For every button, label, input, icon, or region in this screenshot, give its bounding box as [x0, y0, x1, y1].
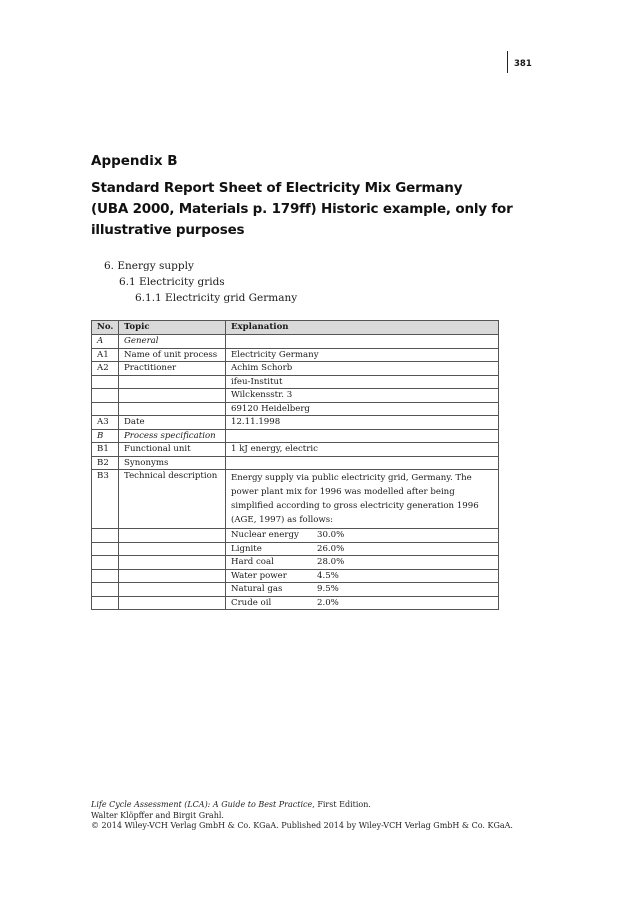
cell-no — [92, 596, 119, 610]
column-header-topic: Topic — [119, 321, 226, 335]
mix-row — [92, 569, 499, 583]
section-row — [92, 335, 499, 349]
cell-explanation: Electricity Germany — [226, 348, 499, 362]
cell-topic — [119, 542, 226, 556]
cell-no: B3 — [92, 470, 119, 529]
cell-explanation: Achim Schorb — [226, 362, 499, 376]
cell-no — [92, 569, 119, 583]
cell-no — [92, 402, 119, 416]
cell-topic — [119, 389, 226, 403]
cell-no: B1 — [92, 443, 119, 457]
cell-explanation — [226, 583, 499, 597]
outline-item: 6.1 Electricity grids — [119, 276, 225, 288]
report-sheet-table — [91, 320, 499, 610]
cell-explanation — [226, 556, 499, 570]
column-header-no: No. — [92, 321, 119, 335]
cell-no: A1 — [92, 348, 119, 362]
footer-authors: Walter Klöpffer and Birgit Grahl. — [91, 810, 224, 820]
title-line: illustrative purposes — [91, 222, 245, 238]
cell-explanation — [226, 456, 499, 470]
cell-topic: General — [119, 335, 226, 349]
page-number: 381 — [514, 59, 532, 69]
appendix-label: Appendix B — [91, 153, 178, 169]
mix-source-share: 30.0% — [317, 530, 345, 540]
outline-item: 6.1.1 Electricity grid Germany — [135, 292, 298, 304]
book-title: Life Cycle Assessment (LCA): A Guide to Best Practice, — [91, 800, 315, 809]
table-row — [92, 443, 499, 457]
mix-source-name: Lignite — [231, 543, 262, 554]
footer-copyright: © 2014 Wiley-VCH Verlag GmbH & Co. KGaA. Published 2014 by Wiley-VCH Verlag GmbH & Co. KGaA. — [91, 821, 513, 830]
mix-source-name: Hard coal — [231, 557, 274, 567]
table-row — [92, 348, 499, 362]
cell-explanation: 12.11.1998 — [226, 416, 499, 430]
cell-explanation: Wilckensstr. 3 — [226, 389, 499, 403]
cell-topic: Date — [119, 416, 226, 430]
table-row — [92, 389, 499, 403]
footer — [91, 800, 513, 832]
cell-topic — [119, 569, 226, 583]
cell-topic: Name of unit process — [119, 348, 226, 362]
cell-topic: Synonyms — [119, 456, 226, 470]
cell-no: A2 — [92, 362, 119, 376]
cell-topic — [119, 583, 226, 597]
table-header-row — [92, 321, 499, 335]
mix-source-name: Crude oil — [231, 597, 272, 608]
page-title — [91, 178, 531, 241]
mix-source-share: 28.0% — [317, 557, 345, 567]
mix-row — [92, 583, 499, 597]
section-row — [92, 429, 499, 443]
edition: First Edition. — [314, 800, 371, 809]
footer-line — [91, 800, 513, 811]
cell-topic: Practitioner — [119, 362, 226, 376]
outline-item: 6. Energy supply — [104, 260, 194, 272]
table-row — [92, 375, 499, 389]
mix-source-share: 9.5% — [317, 584, 339, 594]
cell-no — [92, 389, 119, 403]
cell-topic — [119, 375, 226, 389]
mix-row — [92, 596, 499, 610]
cell-explanation — [226, 542, 499, 556]
title-line: (UBA 2000, Materials p. 179ff) Historic example, only for — [91, 201, 513, 217]
cell-explanation — [226, 335, 499, 349]
mix-source-share: 2.0% — [317, 597, 339, 608]
mix-row — [92, 542, 499, 556]
cell-topic — [119, 402, 226, 416]
table-row — [92, 456, 499, 470]
table-row — [92, 470, 499, 529]
cell-topic — [119, 529, 226, 543]
mix-row — [92, 529, 499, 543]
cell-explanation — [226, 429, 499, 443]
mix-source-share: 4.5% — [317, 570, 339, 581]
page-number-marker — [507, 51, 532, 73]
cell-explanation — [226, 529, 499, 543]
cell-no: B2 — [92, 456, 119, 470]
table-body — [92, 335, 499, 610]
section-outline — [91, 258, 297, 306]
cell-topic: Technical description — [119, 470, 226, 529]
table-row — [92, 402, 499, 416]
cell-no — [92, 583, 119, 597]
cell-explanation: Energy supply via public electricity grid, Germany. The power plant mix for 1996 was modelled after being simplified according to gross electricity generation 1996 (AGE, 1997) as follows: — [226, 470, 499, 529]
table-row — [92, 362, 499, 376]
cell-no — [92, 529, 119, 543]
mix-row — [92, 556, 499, 570]
cell-no: A3 — [92, 416, 119, 430]
cell-topic — [119, 556, 226, 570]
column-header-explanation: Explanation — [226, 321, 499, 335]
mix-source-name: Water power — [231, 570, 287, 581]
cell-no — [92, 375, 119, 389]
cell-explanation: ifeu-Institut — [226, 375, 499, 389]
cell-no — [92, 556, 119, 570]
cell-explanation — [226, 596, 499, 610]
cell-no — [92, 542, 119, 556]
cell-topic: Functional unit — [119, 443, 226, 457]
mix-source-share: 26.0% — [317, 543, 345, 554]
mix-source-name: Natural gas — [231, 584, 283, 594]
title-line: Standard Report Sheet of Electricity Mix Germany — [91, 180, 463, 196]
cell-explanation — [226, 569, 499, 583]
mix-source-name: Nuclear energy — [231, 530, 299, 540]
cell-topic — [119, 596, 226, 610]
cell-no: A — [92, 335, 119, 349]
cell-topic: Process specification — [119, 429, 226, 443]
table-row — [92, 416, 499, 430]
cell-explanation: 1 kJ energy, electric — [226, 443, 499, 457]
cell-explanation: 69120 Heidelberg — [226, 402, 499, 416]
cell-no: B — [92, 429, 119, 443]
